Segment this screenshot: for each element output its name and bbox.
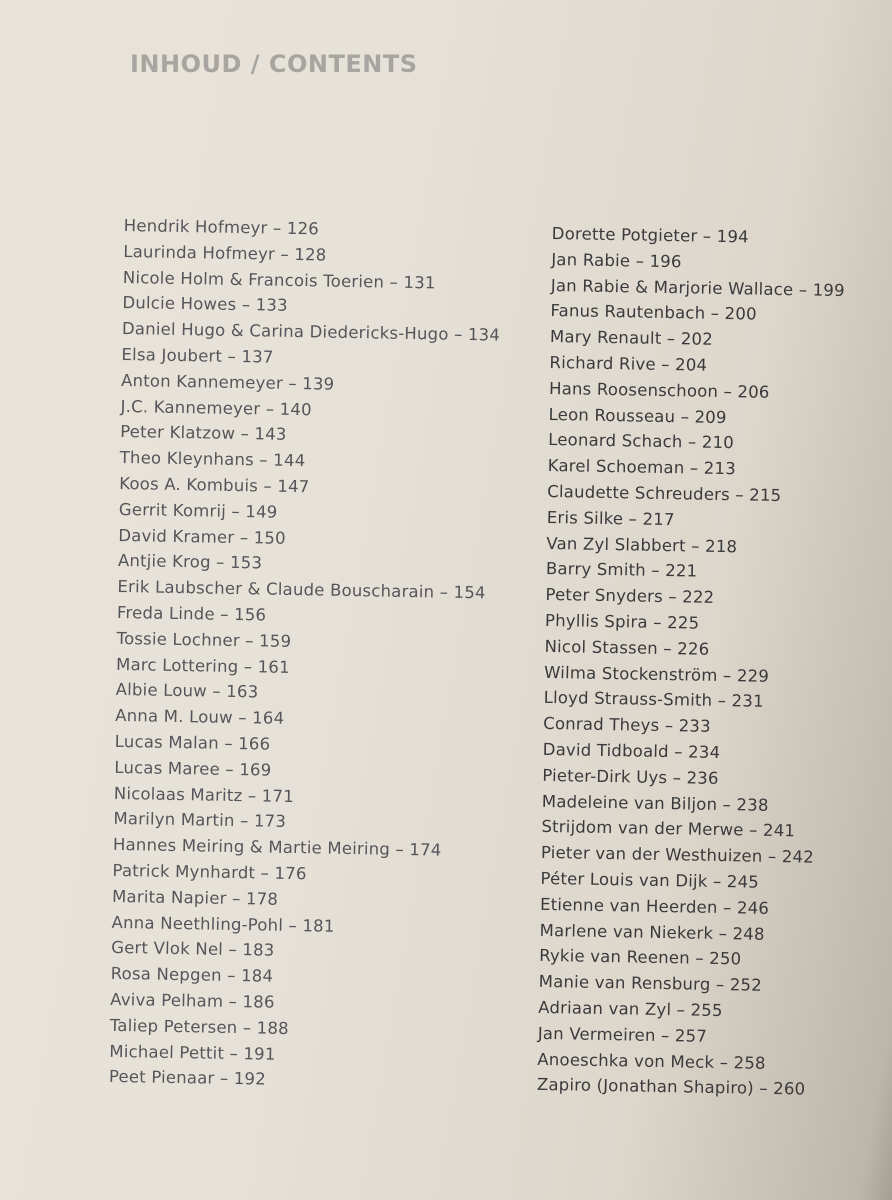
contents-entry: Nicolaas Maritz – 171 <box>113 783 295 806</box>
contents-entry: Strijdom van der Merwe – 241 <box>541 817 796 841</box>
contents-entry: Elsa Joubert – 137 <box>121 344 274 367</box>
contents-entry: Claudette Schreuders – 215 <box>547 481 782 506</box>
contents-entry: Dorette Potgieter – 194 <box>551 223 750 247</box>
contents-entry: Lucas Malan – 166 <box>114 731 271 754</box>
contents-entry: Van Zyl Slabbert – 218 <box>546 533 738 556</box>
contents-entry: Barry Smith – 221 <box>545 559 698 581</box>
contents-entry: Phyllis Spira – 225 <box>544 610 700 633</box>
contents-entry: Taliep Petersen – 188 <box>109 1015 290 1038</box>
contents-entry: David Kramer – 150 <box>118 525 286 548</box>
contents-entry: Hendrik Hofmeyr – 126 <box>123 215 320 239</box>
contents-entry: Nicole Holm & Francois Toerien – 131 <box>122 267 436 293</box>
contents-entry: Gert Vlok Nel – 183 <box>111 938 275 961</box>
contents-entry: Rosa Nepgen – 184 <box>110 963 274 986</box>
page-title: INHOUD / CONTENTS <box>130 50 418 78</box>
contents-entry: Fanus Rautenbach – 200 <box>550 301 757 324</box>
contents-list-right <box>537 221 846 1103</box>
contents-list-left <box>109 213 502 1097</box>
contents-entry: Zapiro (Jonathan Shapiro) – 260 <box>536 1075 806 1099</box>
contents-entry: Peter Klatzow – 143 <box>120 422 287 445</box>
contents-entry: Etienne van Heerden – 246 <box>539 894 770 918</box>
contents-entry: Peet Pienaar – 192 <box>108 1067 267 1089</box>
contents-entry: Leon Rousseau – 209 <box>548 404 727 427</box>
contents-entry: Freda Linde – 156 <box>116 602 267 625</box>
contents-entry: Leonard Schach – 210 <box>548 430 735 453</box>
contents-entry: Manie van Rensburg – 252 <box>538 971 763 995</box>
contents-entry: Nicol Stassen – 226 <box>544 636 710 659</box>
contents-entry: Rykie van Reenen – 250 <box>539 946 742 969</box>
contents-entry: Adriaan van Zyl – 255 <box>538 997 723 1021</box>
contents-entry: Hans Roosenschoon – 206 <box>548 378 770 402</box>
contents-entry: Aviva Pelham – 186 <box>110 989 275 1012</box>
contents-entry: Madeleine van Biljon – 238 <box>541 791 769 815</box>
contents-entry: Richard Rive – 204 <box>549 352 708 375</box>
contents-entry: Anna M. Louw – 164 <box>115 706 285 729</box>
contents-entry: Patrick Mynhardt – 176 <box>112 860 307 884</box>
contents-entry: Marlene van Niekerk – 248 <box>539 920 765 944</box>
contents-entry: J.C. Kannemeyer – 140 <box>120 396 312 419</box>
contents-entry: Marita Napier – 178 <box>111 886 279 909</box>
contents-entry: Wilma Stockenström – 229 <box>543 662 770 686</box>
contents-entry: Péter Louis van Dijk – 245 <box>540 868 760 892</box>
contents-entry: Gerrit Komrij – 149 <box>118 499 278 522</box>
contents-entry: Jan Vermeiren – 257 <box>537 1023 708 1046</box>
contents-entry: Hannes Meiring & Martie Meiring – 174 <box>112 835 442 860</box>
contents-entry: Pieter van der Westhuizen – 242 <box>540 843 815 867</box>
contents-entry: Koos A. Kombuis – 147 <box>119 473 310 497</box>
contents-entry: Dulcie Howes – 133 <box>122 293 288 316</box>
contents-entry: Marilyn Martin – 173 <box>113 809 287 832</box>
contents-entry: Michael Pettit – 191 <box>109 1041 276 1064</box>
contents-entry: Pieter-Dirk Uys – 236 <box>542 765 719 788</box>
contents-entry: Anna Neethling-Pohl – 181 <box>111 912 335 936</box>
contents-entry: Jan Rabie & Marjorie Wallace – 199 <box>550 275 845 300</box>
contents-entry: Lloyd Strauss-Smith – 231 <box>543 688 764 712</box>
contents-entry: Peter Snyders – 222 <box>545 585 715 608</box>
contents-entry: Mary Renault – 202 <box>549 327 714 350</box>
contents-entry: Albie Louw – 163 <box>115 680 259 702</box>
contents-entry: Karel Schoeman – 213 <box>547 456 737 479</box>
contents-entry: Conrad Theys – 233 <box>543 714 711 736</box>
contents-entry: Daniel Hugo & Carina Diedericks-Hugo – 134 <box>121 319 501 345</box>
contents-entry: David Tidboald – 234 <box>542 739 721 762</box>
contents-entry: Theo Kleynhans – 144 <box>119 448 306 471</box>
contents-entry: Eris Silke – 217 <box>546 507 675 529</box>
contents-entry: Tossie Lochner – 159 <box>116 628 292 651</box>
contents-entry: Erik Laubscher & Claude Bouscharain – 154 <box>117 577 486 603</box>
contents-entry: Lucas Maree – 169 <box>114 757 272 780</box>
contents-entry: Laurinda Hofmeyr – 128 <box>123 241 327 265</box>
contents-entry: Anton Kannemeyer – 139 <box>120 370 335 394</box>
contents-entry: Antjie Krog – 153 <box>117 551 263 573</box>
contents-entry: Marc Lottering – 161 <box>115 654 290 677</box>
contents-entry: Jan Rabie – 196 <box>551 249 682 272</box>
contents-entry: Anoeschka von Meck – 258 <box>537 1049 766 1073</box>
